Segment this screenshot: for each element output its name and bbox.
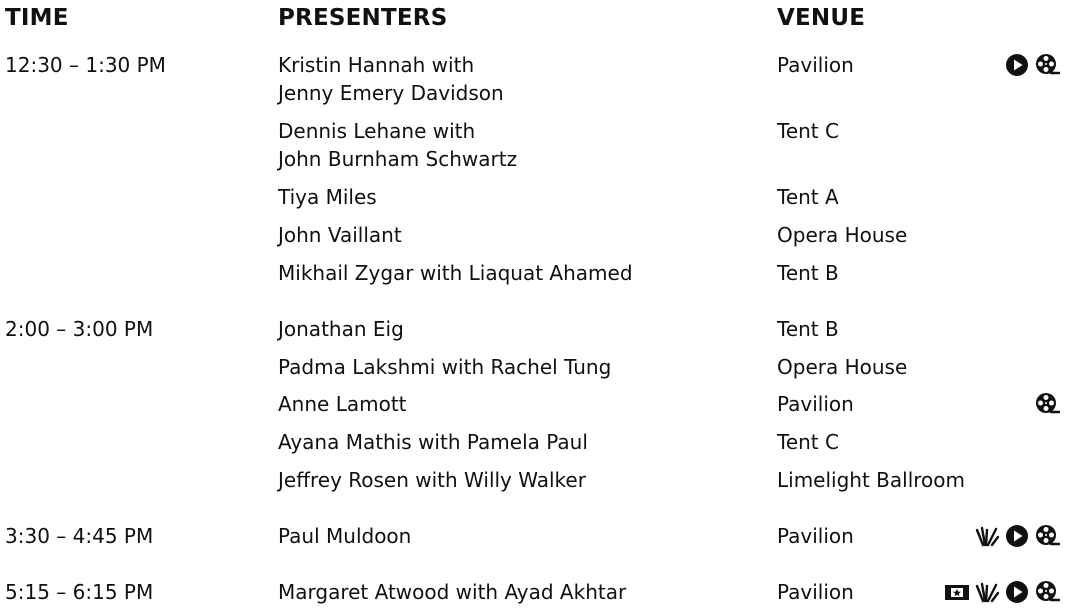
venue-name: Tent B <box>777 261 839 285</box>
grass-icon <box>974 579 1000 605</box>
film-reel-icon <box>1034 52 1060 78</box>
time-slot: 12:30 – 1:30 PM <box>5 53 166 77</box>
venue-name: Tent B <box>777 317 839 341</box>
session-icons <box>1034 389 1060 419</box>
presenter-name: John Vaillant <box>278 223 402 247</box>
venue-name: Tent C <box>777 119 839 143</box>
film-reel-icon <box>1034 391 1060 417</box>
time-column-header: TIME <box>5 5 69 31</box>
play-icon <box>1004 52 1030 78</box>
venue-name: Tent A <box>777 185 839 209</box>
time-slot: 3:30 – 4:45 PM <box>5 524 154 548</box>
presenter-name: Margaret Atwood with Ayad Akhtar <box>278 580 627 604</box>
presenter-name: Padma Lakshmi with Rachel Tung <box>278 355 612 379</box>
play-icon <box>1004 579 1030 605</box>
time-slot: 2:00 – 3:00 PM <box>5 317 154 341</box>
presenter-name: Jenny Emery Davidson <box>278 81 504 105</box>
presenters-column-header: PRESENTERS <box>278 5 448 31</box>
venue-name: Pavilion <box>777 392 854 416</box>
presenter-name: Dennis Lehane with <box>278 119 476 143</box>
venue-name: Pavilion <box>777 524 854 548</box>
session-icons <box>944 577 1060 607</box>
presenter-name: Tiya Miles <box>278 185 377 209</box>
venue-name: Opera House <box>777 355 908 379</box>
presenter-name: Kristin Hannah with <box>278 53 475 77</box>
ticket-icon <box>944 579 970 605</box>
presenter-name: John Burnham Schwartz <box>278 147 518 171</box>
film-reel-icon <box>1034 523 1060 549</box>
presenter-name: Mikhail Zygar with Liaquat Ahamed <box>278 261 633 285</box>
venue-name: Limelight Ballroom <box>777 468 965 492</box>
venue-name: Pavilion <box>777 580 854 604</box>
session-icons <box>974 521 1060 551</box>
venue-name: Tent C <box>777 430 839 454</box>
venue-column-header: VENUE <box>777 5 866 31</box>
presenter-name: Ayana Mathis with Pamela Paul <box>278 430 588 454</box>
venue-name: Opera House <box>777 223 908 247</box>
time-slot: 5:15 – 6:15 PM <box>5 580 154 604</box>
venue-name: Pavilion <box>777 53 854 77</box>
presenter-name: Jeffrey Rosen with Willy Walker <box>278 468 586 492</box>
presenter-name: Paul Muldoon <box>278 524 412 548</box>
grass-icon <box>974 523 1000 549</box>
presenter-name: Jonathan Eig <box>278 317 404 341</box>
presenter-name: Anne Lamott <box>278 392 407 416</box>
session-icons <box>1004 50 1060 80</box>
play-icon <box>1004 523 1030 549</box>
film-reel-icon <box>1034 579 1060 605</box>
